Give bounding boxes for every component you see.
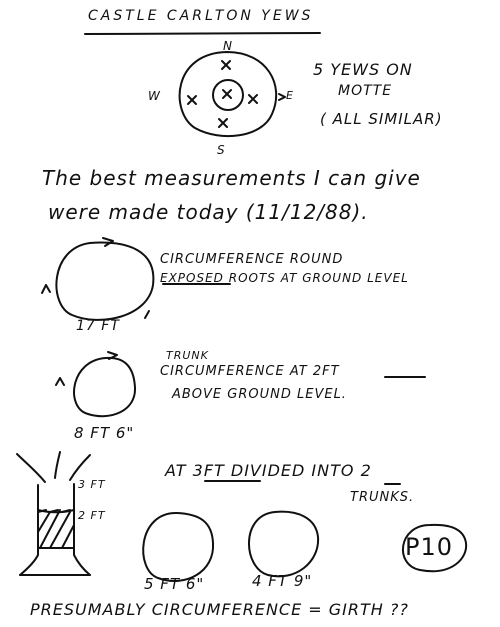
motte-note-line1: 5 YEWS ON	[313, 60, 413, 79]
page-label: P10	[405, 533, 454, 561]
motte-note-line3: ( ALL SIMILAR)	[320, 110, 443, 128]
trunk-label-line0: TRUNK	[166, 349, 209, 362]
roots-label-line1: CIRCUMFERENCE ROUND	[160, 252, 344, 267]
roots-label-line2: EXPOSED ROOTS AT GROUND LEVEL	[160, 271, 409, 285]
motte-note-line2: MOTTE	[338, 83, 393, 99]
compass-west: W	[148, 89, 161, 103]
compass-south: S	[217, 143, 226, 157]
trunk-left-circle	[143, 513, 213, 581]
trunk-label-line1: CIRCUMFERENCE AT 2FT	[160, 364, 340, 379]
intro-line1: The best measurements I can give	[42, 166, 421, 190]
split-label-line2: TRUNKS.	[350, 490, 415, 505]
roots-circle	[42, 238, 153, 320]
page-title: CASTLE CARLTON YEWS	[88, 8, 314, 24]
trunk-value: 8 FT 6"	[74, 424, 135, 442]
compass-east: E	[286, 89, 294, 102]
compass-north: N	[223, 39, 233, 53]
trunk-circle	[56, 352, 135, 416]
roots-value: 17 FT	[76, 318, 120, 334]
tree-mark-2ft: 2 FT	[78, 509, 106, 522]
motte-diagram	[180, 52, 285, 136]
trunk-right-value: 4 FT 9"	[252, 572, 313, 590]
trunk-right-circle	[249, 512, 318, 577]
intro-line2: were made today (11/12/88).	[48, 200, 369, 224]
trunk-left-value: 5 FT 6"	[144, 575, 205, 593]
title-underline	[85, 33, 320, 34]
split-label-line1: AT 3FT DIVIDED INTO 2	[165, 461, 372, 480]
footer-note: PRESUMABLY CIRCUMFERENCE = GIRTH ??	[30, 600, 409, 619]
tree-mark-3ft: 3 FT	[78, 478, 106, 491]
trunk-label-line2: ABOVE GROUND LEVEL.	[172, 387, 347, 402]
